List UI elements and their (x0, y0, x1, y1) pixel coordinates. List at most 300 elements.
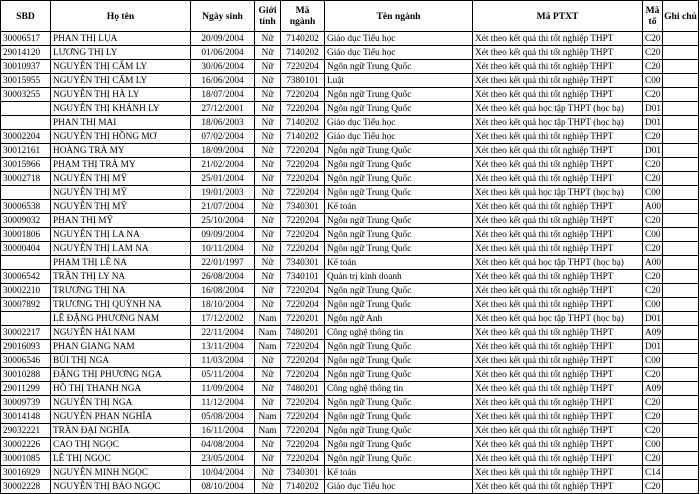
cell-admission-method: Xét theo kết quả thi tốt nghiệp THPT (473, 130, 643, 144)
cell-admission-method: Xét theo kết quả thi tốt nghiệp THPT (473, 410, 643, 424)
cell-birth-date: 18/10/2004 (191, 298, 255, 312)
cell-birth-date: 25/10/2004 (191, 214, 255, 228)
cell-gender: Nữ (255, 116, 281, 130)
header-admission-method: Mã PTXT (473, 1, 643, 32)
table-row (1, 298, 699, 312)
cell-birth-date: 22/11/2004 (191, 326, 255, 340)
cell-full-name: NGUYỄN THỊ CẨM LY (51, 60, 191, 74)
cell-sbd: 30006538 (1, 200, 51, 214)
cell-admission-method: Xét theo kết quả thi tốt nghiệp THPT (473, 466, 643, 480)
cell-major-code: 7220204 (281, 410, 325, 424)
cell-birth-date: 26/08/2004 (191, 270, 255, 284)
header-major-name: Tên ngành (325, 1, 473, 32)
cell-major-code: 7340301 (281, 256, 325, 270)
cell-combination-code: C20 (643, 396, 663, 410)
cell-sbd: 30002718 (1, 172, 51, 186)
cell-birth-date: 16/11/2004 (191, 424, 255, 438)
cell-admission-method: Xét theo kết quả học tập THPT (học bạ) (473, 312, 643, 326)
table-row (1, 382, 699, 396)
cell-combination-code: C00 (643, 438, 663, 452)
cell-full-name: ĐẶNG THỊ PHƯƠNG NGA (51, 368, 191, 382)
cell-full-name: NGUYỄN THỊ KHÁNH LY (51, 102, 191, 116)
cell-gender: Nữ (255, 354, 281, 368)
cell-full-name: NGUYỄN THỊ MỸ (51, 172, 191, 186)
cell-sbd: 30003255 (1, 88, 51, 102)
cell-major-name: Ngôn ngữ Trung Quốc (325, 284, 473, 298)
cell-sbd (1, 256, 51, 270)
cell-full-name: NGUYỄN THỊ NGA (51, 396, 191, 410)
cell-note (663, 480, 699, 494)
cell-major-code: 7140202 (281, 32, 325, 46)
cell-major-code: 7220204 (281, 228, 325, 242)
cell-major-code: 7220204 (281, 172, 325, 186)
cell-combination-code: C20 (643, 270, 663, 284)
cell-sbd: 29014120 (1, 46, 51, 60)
cell-full-name: NGUYỄN THỊ BẢO NGỌC (51, 480, 191, 494)
table-row (1, 102, 699, 116)
cell-gender: Nữ (255, 284, 281, 298)
cell-gender: Nữ (255, 74, 281, 88)
cell-major-code: 7220204 (281, 158, 325, 172)
cell-sbd (1, 186, 51, 200)
cell-major-code: 7140202 (281, 480, 325, 494)
cell-gender: Nữ (255, 256, 281, 270)
cell-major-code: 7220204 (281, 424, 325, 438)
table-row (1, 186, 699, 200)
cell-major-code: 7480201 (281, 326, 325, 340)
cell-birth-date: 09/09/2004 (191, 228, 255, 242)
cell-note (663, 424, 699, 438)
table-row (1, 88, 699, 102)
cell-combination-code: C20 (643, 480, 663, 494)
cell-note (663, 88, 699, 102)
cell-combination-code: C20 (643, 32, 663, 46)
cell-combination-code: C20 (643, 214, 663, 228)
header-note: Ghi chú (663, 1, 699, 32)
cell-major-name: Ngôn ngữ Trung Quốc (325, 242, 473, 256)
cell-sbd: 30001806 (1, 228, 51, 242)
cell-major-name: Giáo dục Tiểu học (325, 130, 473, 144)
table-row (1, 214, 699, 228)
cell-full-name: TRƯƠNG THỊ QUỲNH NA (51, 298, 191, 312)
cell-major-code: 7220204 (281, 340, 325, 354)
cell-gender: Nữ (255, 144, 281, 158)
table-row (1, 284, 699, 298)
cell-gender: Nữ (255, 186, 281, 200)
cell-major-code: 7220204 (281, 214, 325, 228)
table-row (1, 368, 699, 382)
cell-birth-date: 05/11/2004 (191, 368, 255, 382)
cell-note (663, 60, 699, 74)
cell-gender: Nữ (255, 480, 281, 494)
table-row (1, 242, 699, 256)
cell-full-name: PHAN THỊ MỸ (51, 214, 191, 228)
cell-major-name: Ngôn ngữ Trung Quốc (325, 298, 473, 312)
cell-combination-code: C20 (643, 60, 663, 74)
cell-sbd (1, 116, 51, 130)
cell-admission-method: Xét theo kết quả thi tốt nghiệp THPT (473, 298, 643, 312)
table-row (1, 144, 699, 158)
cell-combination-code: D01 (643, 340, 663, 354)
cell-gender: Nữ (255, 200, 281, 214)
cell-sbd: 30012161 (1, 144, 51, 158)
cell-birth-date: 05/08/2004 (191, 410, 255, 424)
cell-combination-code: C00 (643, 186, 663, 200)
cell-major-name: Ngôn ngữ Trung Quốc (325, 424, 473, 438)
cell-sbd: 30009032 (1, 214, 51, 228)
cell-note (663, 74, 699, 88)
cell-major-name: Ngôn ngữ Trung Quốc (325, 354, 473, 368)
cell-sbd: 30006546 (1, 354, 51, 368)
cell-birth-date: 21/02/2004 (191, 158, 255, 172)
cell-admission-method: Xét theo kết quả thi tốt nghiệp THPT (473, 46, 643, 60)
cell-admission-method: Xét theo kết quả thi tốt nghiệp THPT (473, 354, 643, 368)
cell-sbd (1, 312, 51, 326)
cell-admission-method: Xét theo kết quả thi tốt nghiệp THPT (473, 270, 643, 284)
cell-major-name: Ngôn ngữ Trung Quốc (325, 60, 473, 74)
cell-admission-method: Xét theo kết quả học tập THPT (học bạ) (473, 116, 643, 130)
table-row (1, 130, 699, 144)
table-row (1, 60, 699, 74)
cell-major-name: Giáo dục Tiểu học (325, 32, 473, 46)
table-row (1, 172, 699, 186)
table-row (1, 424, 699, 438)
cell-full-name: TRẦN ĐẠI NGHĨA (51, 424, 191, 438)
cell-major-name: Ngôn ngữ Trung Quốc (325, 214, 473, 228)
cell-gender: Nữ (255, 242, 281, 256)
cell-gender: Nữ (255, 396, 281, 410)
cell-admission-method: Xét theo kết quả thi tốt nghiệp THPT (473, 396, 643, 410)
table-row (1, 32, 699, 46)
cell-combination-code: C20 (643, 130, 663, 144)
cell-birth-date: 25/01/2004 (191, 172, 255, 186)
header-full-name: Họ tên (51, 1, 191, 32)
cell-admission-method: Xét theo kết quả thi tốt nghiệp THPT (473, 326, 643, 340)
table-row (1, 74, 699, 88)
cell-note (663, 130, 699, 144)
cell-sbd: 29032221 (1, 424, 51, 438)
cell-sbd: 30015955 (1, 74, 51, 88)
cell-note (663, 396, 699, 410)
cell-admission-method: Xét theo kết quả thi tốt nghiệp THPT (473, 480, 643, 494)
cell-gender: Nữ (255, 46, 281, 60)
cell-combination-code: C20 (643, 452, 663, 466)
cell-full-name: LÊ ĐẶNG PHƯƠNG NAM (51, 312, 191, 326)
cell-full-name: PHẠM THỊ TRÀ MY (51, 158, 191, 172)
table-row (1, 270, 699, 284)
cell-major-code: 7220204 (281, 88, 325, 102)
cell-admission-method: Xét theo kết quả thi tốt nghiệp THPT (473, 32, 643, 46)
cell-admission-method: Xét theo kết quả thi tốt nghiệp THPT (473, 214, 643, 228)
header-row (1, 1, 699, 32)
cell-gender: Nữ (255, 60, 281, 74)
cell-admission-method: Xét theo kết quả thi tốt nghiệp THPT (473, 242, 643, 256)
cell-birth-date: 13/11/2004 (191, 340, 255, 354)
cell-major-name: Kế toán (325, 466, 473, 480)
cell-full-name: NGUYỄN THỊ LA NA (51, 228, 191, 242)
cell-admission-method: Xét theo kết quả thi tốt nghiệp THPT (473, 382, 643, 396)
cell-major-name: Giáo dục Tiểu học (325, 480, 473, 494)
cell-note (663, 102, 699, 116)
cell-birth-date: 11/03/2004 (191, 354, 255, 368)
cell-note (663, 312, 699, 326)
cell-full-name: LƯƠNG THỊ LY (51, 46, 191, 60)
cell-admission-method: Xét theo kết quả thi tốt nghiệp THPT (473, 340, 643, 354)
cell-note (663, 116, 699, 130)
cell-gender: Nữ (255, 158, 281, 172)
cell-admission-method: Xét theo kết quả học tập THPT (học bạ) (473, 102, 643, 116)
cell-major-name: Ngôn ngữ Trung Quốc (325, 88, 473, 102)
cell-gender: Nữ (255, 466, 281, 480)
cell-full-name: PHẠM THỊ LÊ NA (51, 256, 191, 270)
cell-admission-method: Xét theo kết quả thi tốt nghiệp THPT (473, 60, 643, 74)
cell-sbd: 30007892 (1, 298, 51, 312)
cell-gender: Nữ (255, 382, 281, 396)
cell-note (663, 186, 699, 200)
cell-birth-date: 18/06/2003 (191, 116, 255, 130)
cell-birth-date: 30/06/2004 (191, 60, 255, 74)
cell-admission-method: Xét theo kết quả thi tốt nghiệp THPT (473, 368, 643, 382)
cell-full-name: BÙI THỊ NGA (51, 354, 191, 368)
table-row (1, 228, 699, 242)
table-row (1, 326, 699, 340)
cell-full-name: NGUYỄN THỊ LAM NA (51, 242, 191, 256)
cell-full-name: HOÀNG TRÀ MY (51, 144, 191, 158)
cell-admission-method: Xét theo kết quả thi tốt nghiệp THPT (473, 228, 643, 242)
cell-full-name: PHAN THỊ LỤA (51, 32, 191, 46)
cell-note (663, 410, 699, 424)
table-row (1, 116, 699, 130)
cell-gender: Nữ (255, 298, 281, 312)
cell-admission-method: Xét theo kết quả thi tốt nghiệp THPT (473, 284, 643, 298)
cell-note (663, 284, 699, 298)
cell-major-code: 7220204 (281, 438, 325, 452)
cell-note (663, 144, 699, 158)
cell-sbd: 30015966 (1, 158, 51, 172)
table-row (1, 256, 699, 270)
cell-major-code: 7480201 (281, 382, 325, 396)
cell-admission-method: Xét theo kết quả thi tốt nghiệp THPT (473, 452, 643, 466)
cell-full-name: NGUYỄN MINH NGỌC (51, 466, 191, 480)
table-row (1, 452, 699, 466)
table-row (1, 480, 699, 494)
cell-full-name: NGUYỄN PHAN NGHĨA (51, 410, 191, 424)
header-birth-date: Ngày sinh (191, 1, 255, 32)
table-row (1, 396, 699, 410)
cell-major-code: 7220204 (281, 144, 325, 158)
cell-note (663, 172, 699, 186)
cell-sbd: 30002210 (1, 284, 51, 298)
cell-note (663, 158, 699, 172)
cell-gender: Nữ (255, 172, 281, 186)
cell-note (663, 326, 699, 340)
cell-full-name: NGUYỄN THỊ HÀ LY (51, 88, 191, 102)
cell-major-name: Ngôn ngữ Trung Quốc (325, 368, 473, 382)
cell-major-code: 7220204 (281, 368, 325, 382)
cell-combination-code: C20 (643, 46, 663, 60)
cell-gender: Nữ (255, 32, 281, 46)
cell-note (663, 270, 699, 284)
cell-gender: Nữ (255, 270, 281, 284)
cell-major-code: 7340101 (281, 270, 325, 284)
cell-combination-code: C00 (643, 228, 663, 242)
cell-note (663, 228, 699, 242)
cell-major-code: 7220204 (281, 102, 325, 116)
cell-sbd: 30002204 (1, 130, 51, 144)
cell-combination-code: C00 (643, 74, 663, 88)
cell-major-name: Ngôn ngữ Anh (325, 312, 473, 326)
cell-birth-date: 17/12/2002 (191, 312, 255, 326)
cell-gender: Nam (255, 424, 281, 438)
table-row (1, 466, 699, 480)
table-row (1, 200, 699, 214)
cell-sbd: 30002226 (1, 438, 51, 452)
cell-full-name: TRẦN THỊ LY NA (51, 270, 191, 284)
cell-note (663, 340, 699, 354)
cell-gender: Nữ (255, 438, 281, 452)
cell-admission-method: Xét theo kết quả thi tốt nghiệp THPT (473, 88, 643, 102)
cell-note (663, 382, 699, 396)
cell-gender: Nữ (255, 452, 281, 466)
cell-gender: Nữ (255, 214, 281, 228)
cell-full-name: LÊ THỊ NGỌC (51, 452, 191, 466)
cell-sbd: 30006542 (1, 270, 51, 284)
cell-major-name: Ngôn ngữ Trung Quốc (325, 438, 473, 452)
table-row (1, 438, 699, 452)
cell-major-name: Ngôn ngữ Trung Quốc (325, 452, 473, 466)
cell-birth-date: 18/07/2004 (191, 88, 255, 102)
cell-birth-date: 11/12/2004 (191, 396, 255, 410)
cell-major-name: Ngôn ngữ Trung Quốc (325, 186, 473, 200)
cell-note (663, 214, 699, 228)
cell-major-code: 7140202 (281, 116, 325, 130)
cell-major-name: Công nghệ thông tin (325, 382, 473, 396)
cell-admission-method: Xét theo kết quả thi tốt nghiệp THPT (473, 172, 643, 186)
cell-major-name: Ngôn ngữ Trung Quốc (325, 228, 473, 242)
cell-gender: Nam (255, 312, 281, 326)
cell-major-code: 7340301 (281, 466, 325, 480)
cell-full-name: NGUYỄN THỊ CẨM LY (51, 74, 191, 88)
cell-sbd (1, 102, 51, 116)
header-sbd: SBD (1, 1, 51, 32)
cell-admission-method: Xét theo kết quả thi tốt nghiệp THPT (473, 200, 643, 214)
cell-major-name: Ngôn ngữ Trung Quốc (325, 172, 473, 186)
cell-birth-date: 01/06/2004 (191, 46, 255, 60)
cell-admission-method: Xét theo kết quả thi tốt nghiệp THPT (473, 144, 643, 158)
cell-major-name: Ngôn ngữ Trung Quốc (325, 396, 473, 410)
cell-combination-code: A09 (643, 382, 663, 396)
cell-combination-code: D01 (643, 312, 663, 326)
cell-major-code: 7220204 (281, 354, 325, 368)
cell-gender: Nữ (255, 368, 281, 382)
cell-sbd: 30010937 (1, 60, 51, 74)
cell-sbd: 30002228 (1, 480, 51, 494)
cell-sbd: 30016929 (1, 466, 51, 480)
cell-sbd: 30009739 (1, 396, 51, 410)
cell-sbd: 30002217 (1, 326, 51, 340)
cell-birth-date: 11/09/2004 (191, 382, 255, 396)
cell-admission-method: Xét theo kết quả thi tốt nghiệp THPT (473, 438, 643, 452)
table-row (1, 46, 699, 60)
cell-birth-date: 21/07/2004 (191, 200, 255, 214)
cell-note (663, 32, 699, 46)
cell-note (663, 438, 699, 452)
cell-major-code: 7220204 (281, 298, 325, 312)
cell-note (663, 466, 699, 480)
cell-admission-method: Xét theo kết quả thi tốt nghiệp THPT (473, 74, 643, 88)
cell-major-code: 7140202 (281, 46, 325, 60)
cell-major-code: 7380101 (281, 74, 325, 88)
cell-gender: Nữ (255, 88, 281, 102)
cell-birth-date: 27/12/2001 (191, 102, 255, 116)
cell-major-code: 7340301 (281, 200, 325, 214)
cell-gender: Nam (255, 410, 281, 424)
cell-combination-code: A00 (643, 256, 663, 270)
cell-major-code: 7220204 (281, 60, 325, 74)
cell-sbd: 29016093 (1, 340, 51, 354)
cell-note (663, 200, 699, 214)
cell-note (663, 368, 699, 382)
cell-sbd: 29011299 (1, 382, 51, 396)
cell-major-name: Ngôn ngữ Trung Quốc (325, 158, 473, 172)
cell-birth-date: 20/09/2004 (191, 32, 255, 46)
cell-gender: Nam (255, 326, 281, 340)
cell-major-code: 7220204 (281, 284, 325, 298)
cell-combination-code: C20 (643, 410, 663, 424)
cell-major-name: Quản trị kinh doanh (325, 270, 473, 284)
cell-admission-method: Xét theo kết quả thi tốt nghiệp THPT (473, 158, 643, 172)
cell-combination-code: C00 (643, 298, 663, 312)
cell-major-name: Giáo dục Tiểu học (325, 46, 473, 60)
cell-note (663, 256, 699, 270)
cell-birth-date: 08/10/2004 (191, 480, 255, 494)
cell-combination-code: C20 (643, 158, 663, 172)
table-row (1, 354, 699, 368)
header-gender: Giới tính (255, 1, 281, 32)
cell-major-name: Ngôn ngữ Trung Quốc (325, 102, 473, 116)
cell-full-name: PHAN GIANG NAM (51, 340, 191, 354)
cell-note (663, 354, 699, 368)
cell-full-name: PHAN THỊ MAI (51, 116, 191, 130)
cell-major-code: 7220204 (281, 242, 325, 256)
cell-combination-code: C20 (643, 368, 663, 382)
cell-full-name: NGUYỄN HẢI NAM (51, 326, 191, 340)
cell-major-name: Giáo dục Tiểu học (325, 116, 473, 130)
cell-sbd: 30006517 (1, 32, 51, 46)
cell-combination-code: C20 (643, 172, 663, 186)
table-row (1, 312, 699, 326)
cell-combination-code: C20 (643, 242, 663, 256)
cell-major-name: Kế toán (325, 256, 473, 270)
cell-combination-code: C14 (643, 466, 663, 480)
cell-major-name: Ngôn ngữ Trung Quốc (325, 410, 473, 424)
cell-combination-code: C20 (643, 424, 663, 438)
cell-gender: Nam (255, 340, 281, 354)
cell-major-code: 7220204 (281, 186, 325, 200)
cell-birth-date: 22/01/1997 (191, 256, 255, 270)
cell-birth-date: 16/08/2004 (191, 284, 255, 298)
cell-combination-code: A00 (643, 200, 663, 214)
cell-birth-date: 10/04/2004 (191, 466, 255, 480)
cell-major-name: Luật (325, 74, 473, 88)
cell-gender: Nữ (255, 130, 281, 144)
cell-sbd: 30000404 (1, 242, 51, 256)
cell-admission-method: Xét theo kết quả thi tốt nghiệp THPT (473, 424, 643, 438)
cell-combination-code: D01 (643, 116, 663, 130)
cell-combination-code: C20 (643, 88, 663, 102)
cell-major-name: Công nghệ thông tin (325, 326, 473, 340)
cell-sbd: 30001085 (1, 452, 51, 466)
